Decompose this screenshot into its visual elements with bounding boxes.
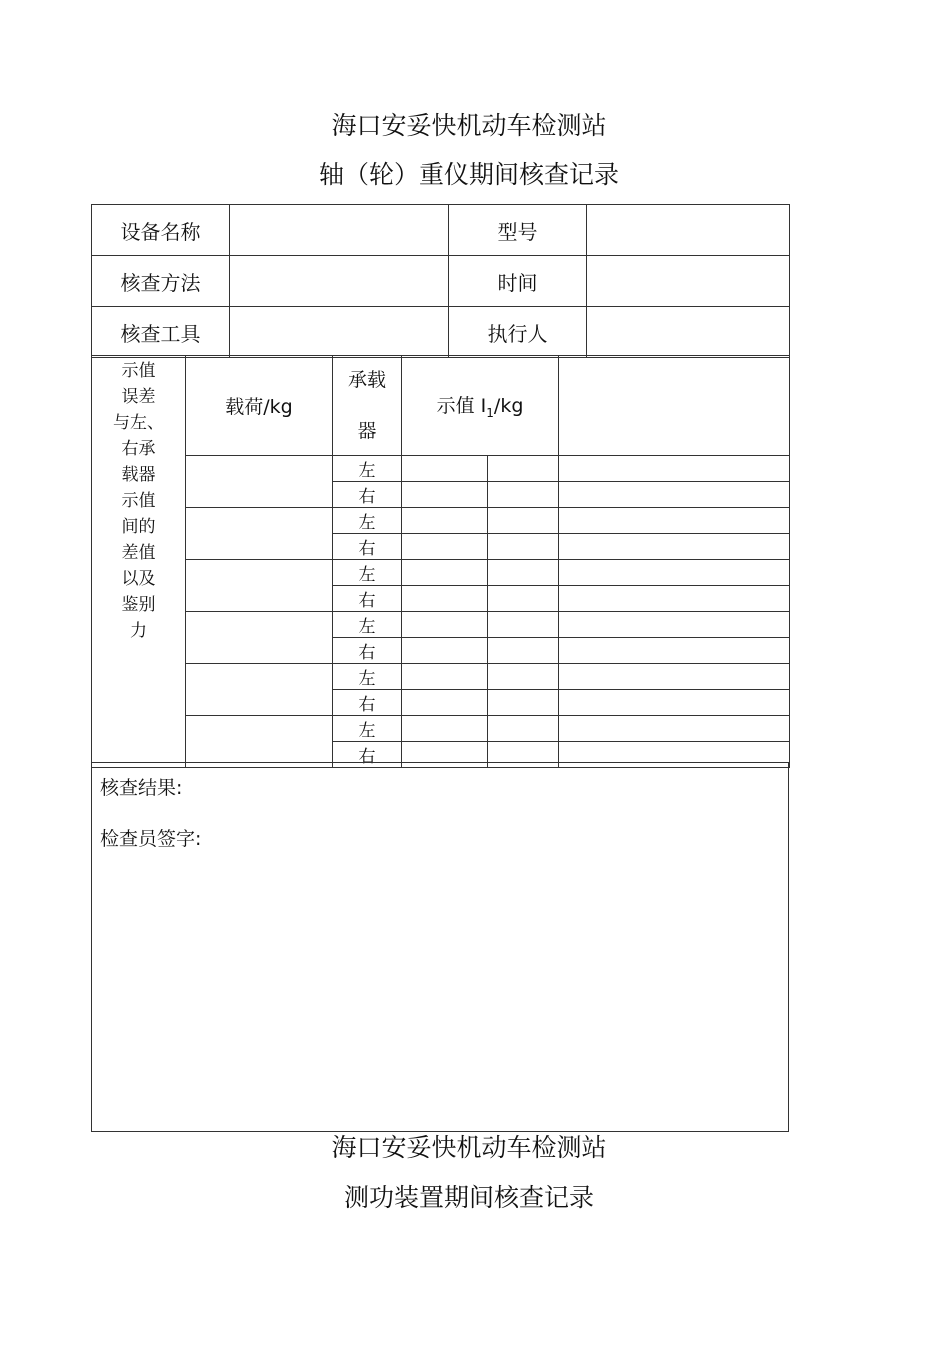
load-value-cell[interactable]	[186, 456, 333, 508]
carrier-header-line: 承载	[347, 369, 386, 391]
result-cell[interactable]	[559, 586, 790, 612]
load-value-cell[interactable]	[186, 716, 333, 768]
reading-cell[interactable]	[488, 482, 559, 508]
tool-value[interactable]	[230, 307, 449, 358]
left-carrier-label: 左	[333, 612, 402, 638]
header-blank	[559, 356, 790, 456]
load-value-cell[interactable]	[186, 560, 333, 612]
method-label: 核查方法	[92, 256, 230, 307]
side-label-line: 右承	[121, 439, 156, 459]
result-table	[91, 762, 789, 1132]
side-label-line: 鉴别	[121, 595, 156, 615]
side-label-line: 与左、	[113, 413, 164, 433]
reading-header-sub: 1	[486, 405, 494, 420]
reading-cell[interactable]	[402, 508, 488, 534]
reading-cell[interactable]	[488, 638, 559, 664]
next-form-title: 测功装置期间核查记录	[343, 1183, 594, 1212]
reading-cell[interactable]	[488, 508, 559, 534]
executor-label: 执行人	[449, 307, 587, 358]
carrier-header	[333, 356, 402, 456]
result-cell[interactable]	[559, 508, 790, 534]
reading-cell[interactable]	[488, 534, 559, 560]
device-name-label: 设备名称	[92, 205, 230, 256]
reading-cell[interactable]	[402, 586, 488, 612]
side-label-line: 示值	[121, 491, 156, 511]
load-value-cell[interactable]	[186, 664, 333, 716]
right-carrier-label: 右	[333, 638, 402, 664]
load-value-cell[interactable]	[186, 612, 333, 664]
left-carrier-label: 左	[333, 456, 402, 482]
reading-cell[interactable]	[488, 586, 559, 612]
side-label-line: 误差	[121, 387, 156, 407]
result-label: 核查结果:	[100, 777, 183, 799]
reading-cell[interactable]	[488, 716, 559, 742]
reading-cell[interactable]	[402, 638, 488, 664]
result-cell[interactable]	[559, 690, 790, 716]
load-value-cell[interactable]	[186, 508, 333, 560]
load-header: 载荷/kg	[186, 356, 333, 456]
result-cell[interactable]	[559, 560, 790, 586]
result-cell[interactable]	[559, 664, 790, 690]
time-value[interactable]	[587, 256, 790, 307]
side-label-line: 差值	[121, 543, 156, 563]
method-value[interactable]	[230, 256, 449, 307]
right-carrier-label: 右	[333, 534, 402, 560]
reading-cell[interactable]	[402, 664, 488, 690]
side-label-line: 间的	[121, 517, 156, 537]
result-cell[interactable]	[559, 456, 790, 482]
result-cell[interactable]	[559, 482, 790, 508]
tool-label: 核查工具	[92, 307, 230, 358]
reading-cell[interactable]	[488, 664, 559, 690]
reading-cell[interactable]	[402, 482, 488, 508]
reading-cell[interactable]	[402, 612, 488, 638]
result-cell[interactable]	[559, 716, 790, 742]
executor-value[interactable]	[587, 307, 790, 358]
model-value[interactable]	[587, 205, 790, 256]
side-label-cell	[92, 356, 186, 768]
inspector-signature-label: 检查员签字:	[100, 828, 202, 850]
side-label-line: 力	[130, 621, 147, 641]
next-station-name: 海口安妥快机动车检测站	[331, 1133, 607, 1162]
side-label-line: 示值	[121, 361, 156, 381]
reading-cell[interactable]	[402, 456, 488, 482]
right-carrier-label: 右	[333, 482, 402, 508]
device-name-value[interactable]	[230, 205, 449, 256]
result-cell[interactable]	[559, 612, 790, 638]
reading-header	[402, 356, 559, 456]
reading-cell[interactable]	[402, 690, 488, 716]
left-carrier-label: 左	[333, 716, 402, 742]
time-label: 时间	[449, 256, 587, 307]
result-cell[interactable]	[559, 638, 790, 664]
reading-cell[interactable]	[402, 560, 488, 586]
model-label: 型号	[449, 205, 587, 256]
reading-header-unit: /kg	[493, 395, 524, 418]
right-carrier-label: 右	[333, 742, 402, 768]
reading-cell[interactable]	[488, 612, 559, 638]
reading-cell[interactable]	[488, 560, 559, 586]
reading-cell[interactable]	[488, 456, 559, 482]
left-carrier-label: 左	[333, 560, 402, 586]
reading-header-prefix: 示值 I	[436, 395, 487, 418]
reading-cell[interactable]	[402, 534, 488, 560]
side-label-line: 载器	[121, 465, 156, 485]
result-cell[interactable]	[559, 534, 790, 560]
left-carrier-label: 左	[333, 664, 402, 690]
form-title: 轴（轮）重仪期间核查记录	[318, 160, 619, 189]
device-info-table	[91, 204, 790, 358]
measurement-table	[91, 355, 790, 768]
right-carrier-label: 右	[333, 690, 402, 716]
carrier-header-line: 器	[357, 420, 377, 442]
reading-cell[interactable]	[488, 690, 559, 716]
right-carrier-label: 右	[333, 586, 402, 612]
left-carrier-label: 左	[333, 508, 402, 534]
station-name: 海口安妥快机动车检测站	[331, 111, 607, 140]
result-cell-area[interactable]	[92, 763, 789, 1132]
side-label-line: 以及	[121, 569, 156, 589]
reading-cell[interactable]	[402, 716, 488, 742]
